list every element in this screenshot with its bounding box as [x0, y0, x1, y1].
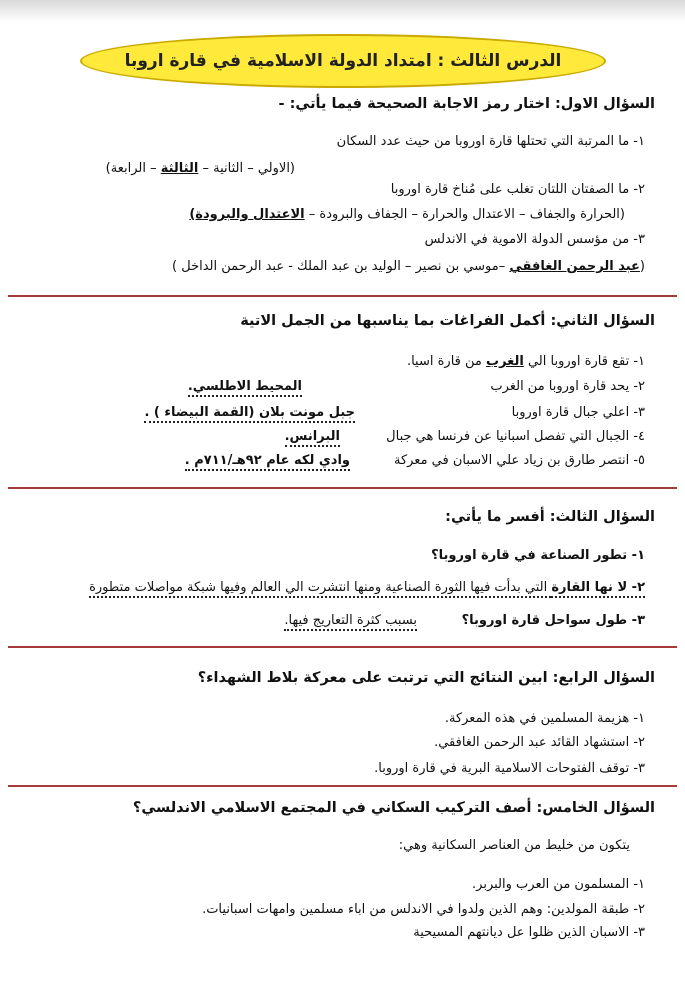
q2-item3-answer: جبل مونت بلان (القمة البيضاء ) . — [144, 405, 355, 423]
divider-4 — [8, 785, 677, 787]
q1-item2-answer: الاعتدال والبرودة) — [189, 207, 305, 222]
q2-item4-answer: البرانس. — [285, 429, 340, 447]
q4-heading: السؤال الرابع: ابين النتائج التي ترتبت على معركة بلاط الشهداء؟ — [197, 670, 655, 686]
lesson-title: الدرس الثالث : امتداد الدولة الاسلامية في قارة اروبا — [124, 51, 562, 71]
q5-item2: ٢- طبقة المولدين: وهم الذين ولدوا في الاندلس من اباء مسلمين وامهات اسبانيات. — [202, 902, 645, 917]
q1-item1-answer: الثالثة — [160, 161, 199, 176]
q1-heading: السؤال الاول: اختار رمز الاجابة الصحيحة فيما يأتي: - — [278, 96, 655, 112]
q1-item3-answer: عبد الرحمن الغافقي — [509, 259, 640, 274]
q2-item2-answer: المحيط الاطلسي. — [188, 379, 302, 397]
q1-item2: ٢- ما الصفتان اللتان تغلب على مُناخ قارة اوروبا — [390, 182, 645, 197]
q5-item1: ١- المسلمون من العرب والبربر. — [472, 877, 645, 892]
lesson-title-banner — [80, 34, 606, 88]
q4-item3: ٣- توقف الفتوحات الاسلامية البرية في قارة اوروبا. — [374, 761, 645, 776]
q1-item1: ١- ما المرتبة التي تحتلها قارة اوروبا من حيث عدد السكان — [336, 134, 645, 149]
q1-item1-opt-b: – الرابعة) — [105, 161, 161, 176]
q5-item3: ٣- الاسبان الذين ظلوا عل ديانتهم المسيحية — [413, 925, 645, 940]
q3-heading: السؤال الثالث: أفسر ما يأتي: — [445, 509, 655, 525]
q3-item2 — [89, 580, 645, 595]
q3-item3-answer: بسبب كثرة التعاريج فيها. — [284, 613, 417, 631]
q4-item2: ٢- استشهاد القائد عبد الرحمن الغافقي. — [434, 735, 645, 750]
q2-item4: ٤- الجبال التي تفصل اسبانيا عن فرنسا هي جبال — [386, 429, 645, 444]
q2-item1 — [407, 354, 645, 369]
q1-item3: ٣- من مؤسس الدولة الاموية في الاندلس — [424, 232, 645, 247]
q3-item3: ٣- طول سواحل قارة اوروبا؟ — [461, 613, 645, 628]
q1-item3-options — [172, 259, 645, 274]
top-shadow — [0, 0, 685, 22]
q1-item3-opt-open: ( — [639, 259, 645, 274]
q2-heading: السؤال الثاني: أكمل الفراغات بما يناسبها من الجمل الاتية — [240, 313, 655, 329]
q2-item1-answer: الغرب — [486, 354, 524, 369]
q2-item1-b: من قارة اسيا. — [406, 354, 487, 369]
q2-item5-answer: وادي لكه عام ٩٢هـ/٧١١م . — [185, 453, 350, 471]
q1-item2-opt-a: (الحرارة والجفاف – الاعتدال والحرارة – الجفاف والبرودة – — [304, 207, 625, 222]
q1-item1-opt-a: (الاولي – الثانية – — [198, 161, 295, 176]
divider-2 — [8, 487, 677, 489]
q2-item5: ٥- انتصر طارق بن زياد علي الاسبان في معركة — [393, 453, 645, 468]
q3-item2-b: التي بدأت فيها الثورة الصناعية ومنها انتشرت الي العالم وفيها شبكة مواصلات متطورة — [89, 580, 551, 598]
q1-item3-opt-b: –موسي بن نصير – الوليد بن عبد الملك - عبد الرحمن الداخل ) — [172, 259, 510, 274]
q1-item2-options — [189, 207, 625, 222]
q3-item1: ١- تطور الصناعة في قارة اوروبا؟ — [431, 548, 645, 563]
q5-intro: يتكون من خليط من العناصر السكانية وهي: — [398, 838, 630, 853]
divider-3 — [8, 646, 677, 648]
q2-item2: ٢- يحد قارة اوروبا من الغرب — [490, 379, 645, 394]
q4-item1: ١- هزيمة المسلمين في هذه المعركة. — [444, 711, 645, 726]
q5-heading: السؤال الخامس: أصف التركيب السكاني في المجتمع الاسلامي الاندلسي؟ — [132, 800, 655, 816]
q1-item1-options — [106, 161, 295, 176]
q2-item3: ٣- اعلي جبال قارة اوروبا — [511, 405, 645, 420]
q3-item2-a: ٢- لا نها القارة — [551, 580, 645, 598]
divider-1 — [8, 295, 677, 297]
q2-item1-a: ١- تقع قارة اوروبا الي — [523, 354, 645, 369]
